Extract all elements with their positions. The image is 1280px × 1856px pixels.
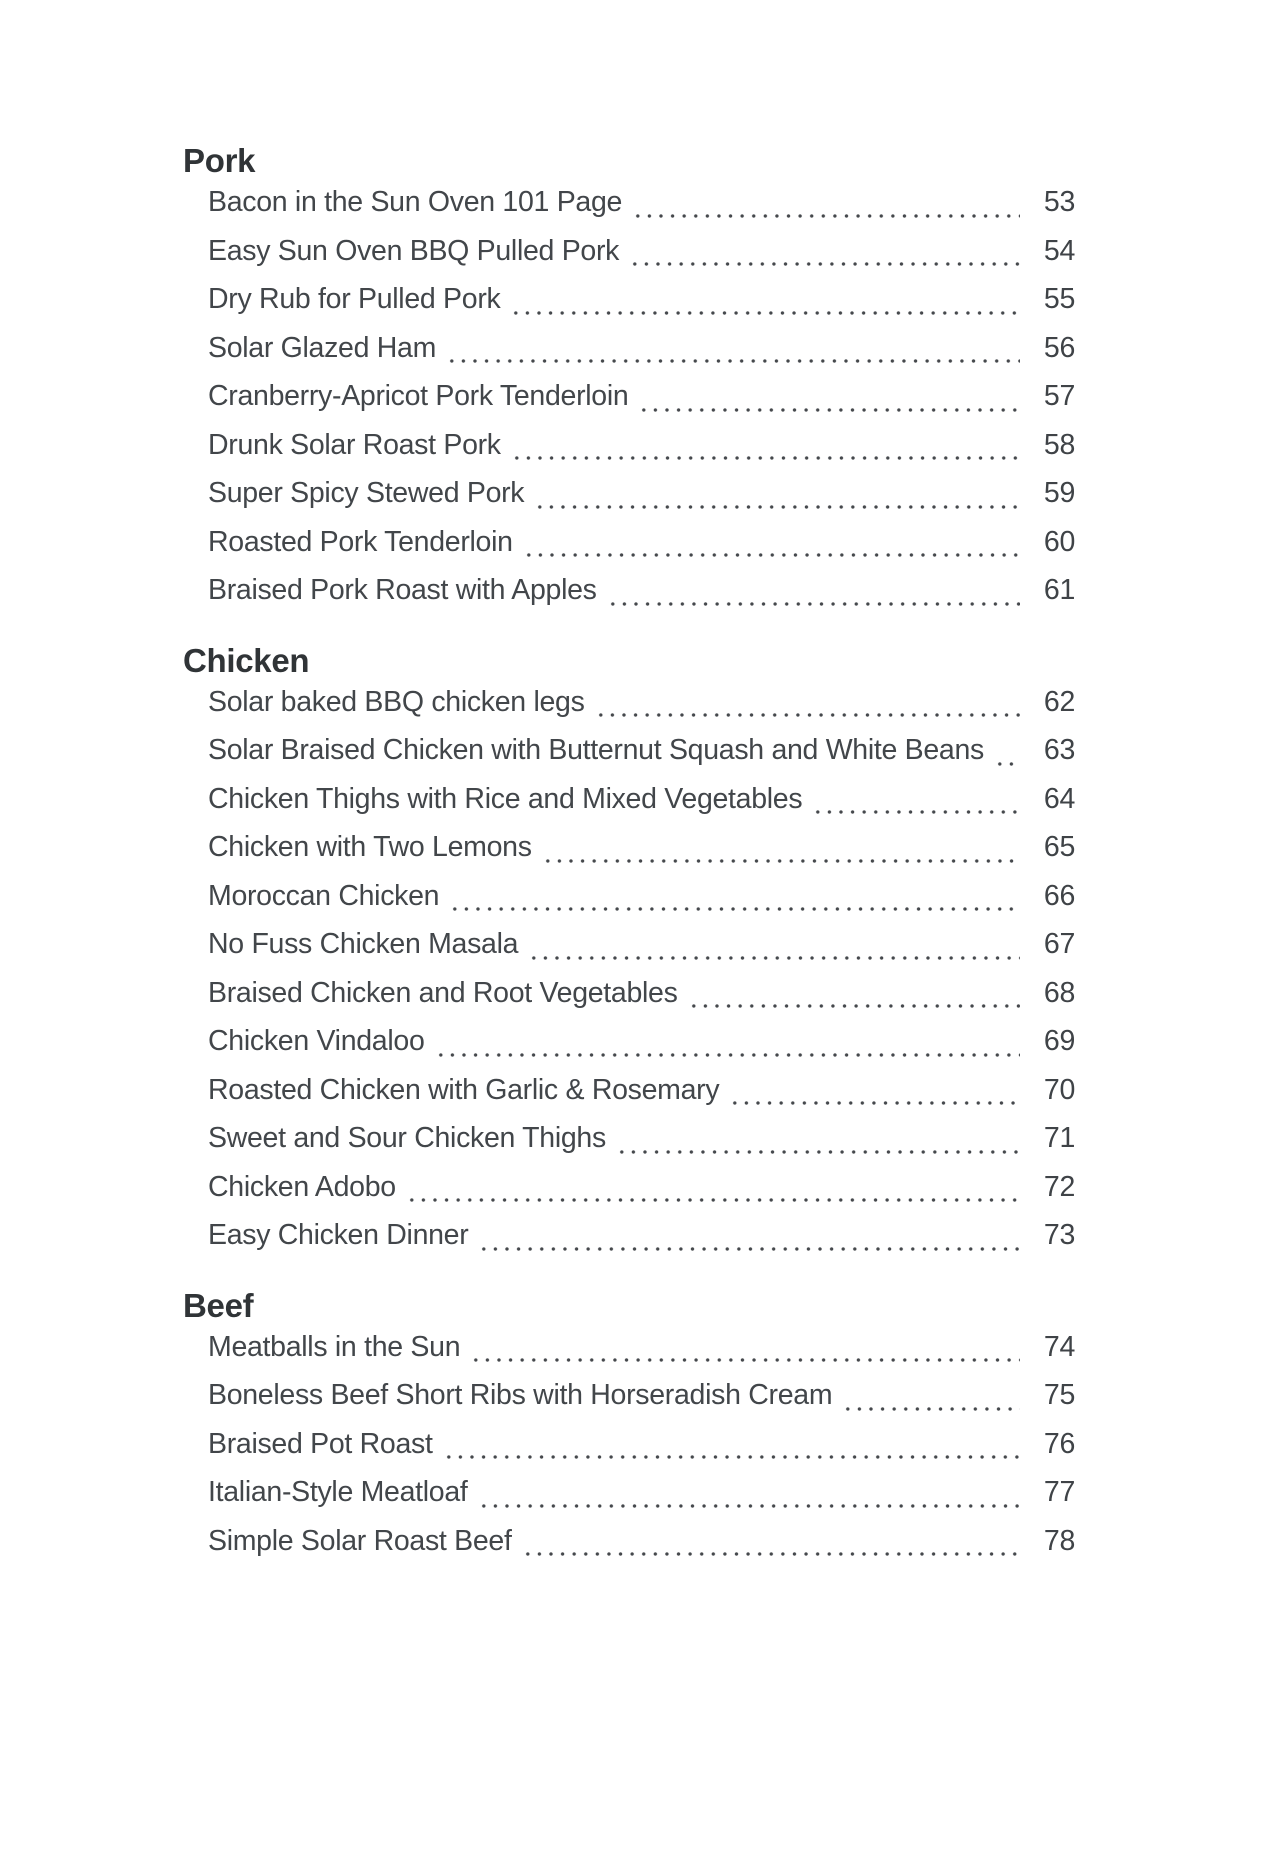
toc-entry-title: Chicken Thighs with Rice and Mixed Vegetables [208,782,803,815]
toc-entry-page-number: 63 [1043,734,1075,766]
section-heading: Beef [183,1286,254,1324]
toc-entry [208,283,1075,332]
toc-entry [208,1428,1075,1477]
toc-entry-title: Drunk Solar Roast Pork [208,428,501,461]
section-entry-list [183,1331,1075,1574]
toc-entry-page-number: 58 [1043,428,1075,461]
toc-entry [208,783,1075,832]
toc-entry [208,686,1075,735]
dot-leader [522,1525,1020,1574]
dot-leader [435,1025,1021,1074]
toc-entry-page-number: 71 [1043,1122,1075,1154]
dot-leader [688,977,1020,1026]
toc-entry-title: Solar Glazed Ham [208,331,437,364]
dot-leader [449,880,1020,929]
toc-entry-title: Simple Solar Roast Beef [208,1524,512,1557]
toc-entry-title: No Fuss Chicken Masala [208,928,519,960]
toc-entry-page-number: 76 [1043,1427,1075,1460]
toc-entry-title: Chicken with Two Lemons [208,831,532,863]
toc-entry [208,734,1075,783]
toc-entry-page-number: 66 [1043,879,1075,912]
toc-entry-title: Roasted Chicken with Garlic & Rosemary [208,1073,720,1106]
toc-entry-title: Sweet and Sour Chicken Thighs [208,1122,606,1154]
toc-entry [208,1219,1075,1268]
toc-entry [208,1074,1075,1123]
dot-leader [510,283,1020,332]
dot-leader [443,1428,1020,1477]
toc-entry-page-number: 55 [1043,283,1075,315]
toc-entry-page-number: 74 [1043,1330,1075,1363]
toc-sections [183,136,1075,1573]
toc-section [183,1281,1075,1574]
toc-entry-title: Braised Pot Roast [208,1427,433,1460]
dot-leader [478,1219,1020,1268]
toc-entry-title: Italian-Style Meatloaf [208,1476,468,1508]
toc-entry-page-number: 64 [1043,782,1075,815]
dot-leader [595,686,1020,735]
toc-entry [208,429,1075,478]
dot-leader [470,1331,1020,1380]
toc-entry [208,574,1075,623]
toc-entry-title: Braised Chicken and Root Vegetables [208,976,678,1009]
toc-entry-page-number: 70 [1043,1073,1075,1106]
toc-entry [208,977,1075,1026]
toc-entry-page-number: 68 [1043,976,1075,1009]
dot-leader [616,1122,1020,1171]
toc-entry [208,332,1075,381]
dot-leader [632,186,1020,235]
toc-entry [208,831,1075,880]
section-heading: Pork [183,142,256,179]
toc-entry-page-number: 54 [1043,234,1075,267]
dot-leader [629,235,1020,284]
toc-entry-title: Easy Sun Oven BBQ Pulled Pork [208,234,620,267]
toc-entry-page-number: 60 [1043,525,1075,558]
toc-entry-page-number: 62 [1043,685,1075,718]
toc-entry-page-number: 59 [1043,477,1075,509]
toc-entry-title: Braised Pork Roast with Apples [208,574,597,606]
dot-leader [446,332,1020,381]
dot-leader [406,1171,1020,1220]
toc-section [183,136,1075,623]
toc-entry-page-number: 72 [1043,1170,1075,1203]
toc-entry-title: Meatballs in the Sun [208,1330,461,1363]
toc-entry-title: Solar Braised Chicken with Butternut Squash and White Beans [208,734,984,766]
toc-entry-page-number: 53 [1043,186,1075,218]
dot-leader [534,477,1020,526]
toc-entry [208,1525,1075,1574]
toc-entry [208,186,1075,235]
toc-entry [208,880,1075,929]
toc-entry-page-number: 65 [1043,831,1075,863]
dot-leader [994,734,1020,783]
section-heading: Chicken [183,641,310,679]
toc-entry-page-number: 77 [1043,1476,1075,1508]
toc-entry-page-number: 69 [1043,1025,1075,1057]
toc-entry-title: Chicken Adobo [208,1170,396,1203]
dot-leader [812,783,1020,832]
toc-entry-page-number: 57 [1043,380,1075,412]
toc-entry [208,235,1075,284]
toc-entry-title: Roasted Pork Tenderloin [208,525,513,558]
toc-entry-title: Easy Chicken Dinner [208,1219,469,1251]
toc-entry-title: Boneless Beef Short Ribs with Horseradish Cream [208,1379,833,1411]
toc-entry-title: Super Spicy Stewed Pork [208,477,525,509]
toc-entry-title: Moroccan Chicken [208,879,440,912]
toc-entry-page-number: 75 [1043,1379,1075,1411]
dot-leader [607,574,1020,623]
toc-entry [208,477,1075,526]
dot-leader [523,526,1020,575]
dot-leader [511,429,1020,478]
toc-entry-page-number: 67 [1043,928,1075,960]
toc-entry-title: Cranberry-Apricot Pork Tenderloin [208,380,629,412]
toc-entry [208,928,1075,977]
toc-entry [208,526,1075,575]
dot-leader [729,1074,1020,1123]
toc-entry [208,1379,1075,1428]
dot-leader [842,1379,1020,1428]
section-entry-list [183,686,1075,1268]
toc-entry [208,1025,1075,1074]
toc-entry-page-number: 56 [1043,331,1075,364]
toc-section [183,636,1075,1268]
toc-entry [208,380,1075,429]
dot-leader [478,1476,1020,1525]
toc-entry [208,1122,1075,1171]
dot-leader [528,928,1020,977]
toc-entry-title: Solar baked BBQ chicken legs [208,685,585,718]
toc-entry-page-number: 61 [1043,574,1075,606]
toc-entry-page-number: 78 [1043,1524,1075,1557]
section-entry-list [183,186,1075,623]
toc-entry-title: Chicken Vindaloo [208,1025,425,1057]
dot-leader [638,380,1020,429]
toc-entry-page-number: 73 [1043,1219,1075,1251]
toc-entry-title: Dry Rub for Pulled Pork [208,283,501,315]
dot-leader [542,831,1020,880]
toc-entry [208,1476,1075,1525]
toc-entry-title: Bacon in the Sun Oven 101 Page [208,186,623,218]
toc-entry [208,1171,1075,1220]
toc-entry [208,1331,1075,1380]
